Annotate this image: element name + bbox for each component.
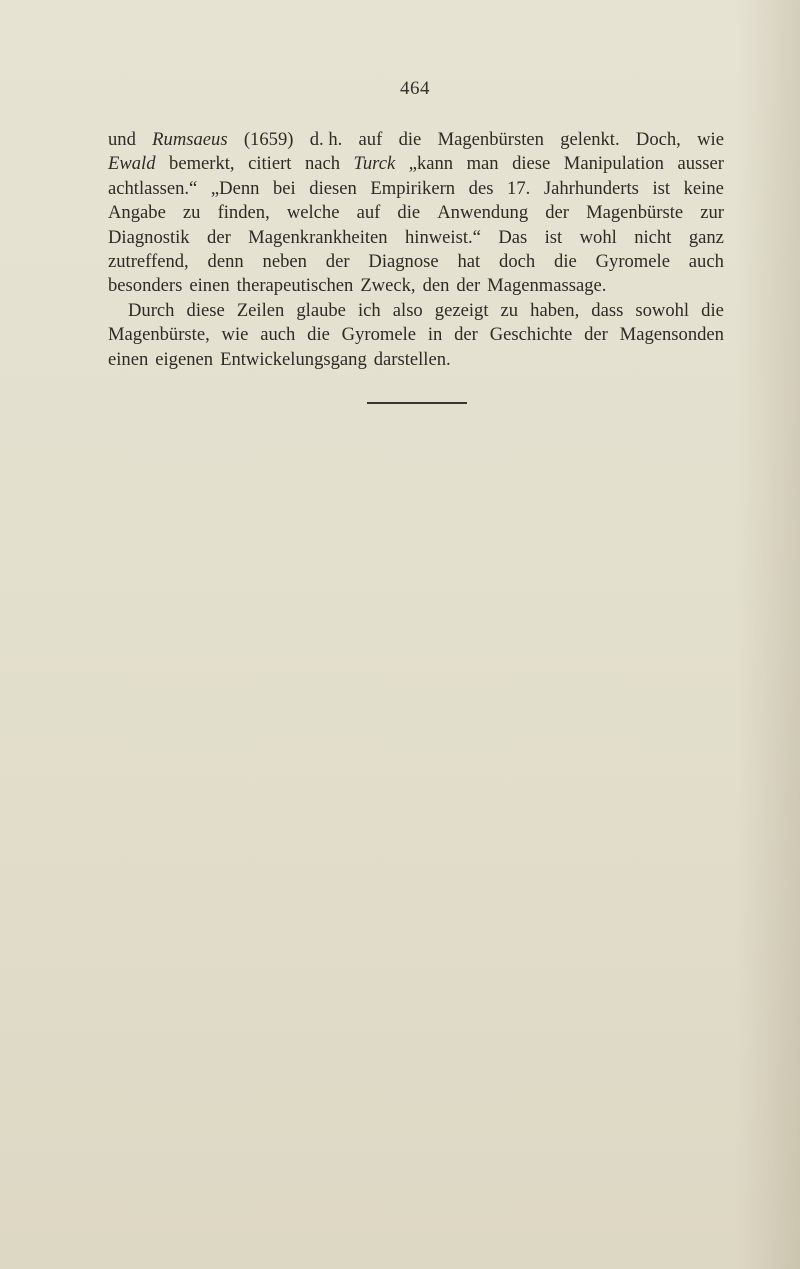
word: sowohl [635,299,690,321]
word: ganz [688,226,724,248]
word: der [454,324,478,346]
word: Magensonden [619,324,724,346]
text-line [108,226,724,250]
text-line [108,299,724,323]
word: Gyromele [595,250,670,272]
word: wie [221,324,249,346]
word: ich [358,299,381,321]
word: Entwickelungsgang [220,348,367,370]
word: Angabe [108,202,166,224]
word: 17. [507,177,531,199]
word: finden, [217,202,270,224]
word: denn [207,250,244,272]
word: der [545,202,569,224]
word: dass [591,299,624,321]
word: den [422,275,450,297]
word: Zweck, [360,275,416,297]
text-line [108,177,724,201]
word: haben, [530,299,580,321]
word: Doch, [635,129,681,150]
word: diesen [309,177,357,199]
word: zutreffend, [108,250,189,272]
word: Diagnostik [108,226,190,248]
word: hat [457,250,481,272]
italic-name: Rumsaeus [152,129,228,150]
italic-name: Ewald [108,153,156,175]
page-number: 464 [400,78,430,99]
word: gezeigt [434,299,489,321]
word: auch [260,324,296,346]
word: Magenbürsten [437,129,544,150]
word: Jahrhunderts [543,177,639,199]
word: ist [544,226,563,248]
italic-name: Turck [353,153,396,175]
word: die [307,324,330,346]
word: besonders [108,275,183,297]
word: Anwendung [437,202,529,224]
word: einen [189,275,230,297]
word: bemerkt, [169,153,235,175]
word: der [456,275,481,297]
word: gelenkt. [560,129,620,150]
word: ausser [677,153,724,175]
text-line [108,274,724,298]
word: keine [683,177,724,199]
word: einen [108,348,149,370]
word: wohl [579,226,617,248]
word: Magenbürste, [108,324,210,346]
word: Empirikern [370,177,456,199]
word: die [397,202,421,224]
word: Magenbürste [586,202,684,224]
word: der [207,226,231,248]
word: man [466,153,499,175]
word: des [468,177,494,199]
word: hinweist.“ [404,226,481,248]
word: diese [512,153,551,175]
text-line [108,128,724,152]
word: die [701,299,724,321]
word: achtlassen.“ [108,177,198,199]
body-text [108,128,724,372]
word: d. h. [309,129,343,150]
word: doch [499,250,536,272]
word: in [427,324,443,346]
word: auf [356,202,381,224]
word: Gyromele [341,324,417,346]
word: diese [186,299,225,321]
word: wie [697,129,724,150]
word: und [108,129,136,150]
text-line [108,323,724,347]
word: Magenmassage. [487,275,607,297]
word: auf [358,129,383,150]
word: therapeutischen [236,275,354,297]
word: Diagnose [368,250,439,272]
word: zu [182,202,201,224]
word: Manipulation [563,153,664,175]
word: die [554,250,577,272]
word: eigenen [155,348,214,370]
text-line [108,152,724,176]
word: glaube [296,299,346,321]
word: „kann [408,153,454,175]
word: Zeilen [236,299,285,321]
word: der [584,324,608,346]
word: die [398,129,422,150]
word: zu [500,299,519,321]
section-divider-rule [367,402,467,404]
word: Durch [128,299,175,321]
word: citiert [248,153,292,175]
word: also [392,299,423,321]
word: bei [273,177,296,199]
word: zur [700,202,724,224]
word: „Denn [210,177,260,199]
word: nicht [634,226,672,248]
word: neben [262,250,307,272]
text-line [108,201,724,225]
word: ist [652,177,671,199]
word: Das [498,226,528,248]
word: nach [304,153,341,175]
word: welche [286,202,340,224]
word: (1659) [243,129,294,150]
word: auch [688,250,724,272]
word: Geschichte [489,324,573,346]
word: darstellen. [373,348,451,370]
word: Magenkrankheiten [248,226,388,248]
text-line [108,250,724,274]
word: der [325,250,350,272]
text-line [108,348,724,372]
